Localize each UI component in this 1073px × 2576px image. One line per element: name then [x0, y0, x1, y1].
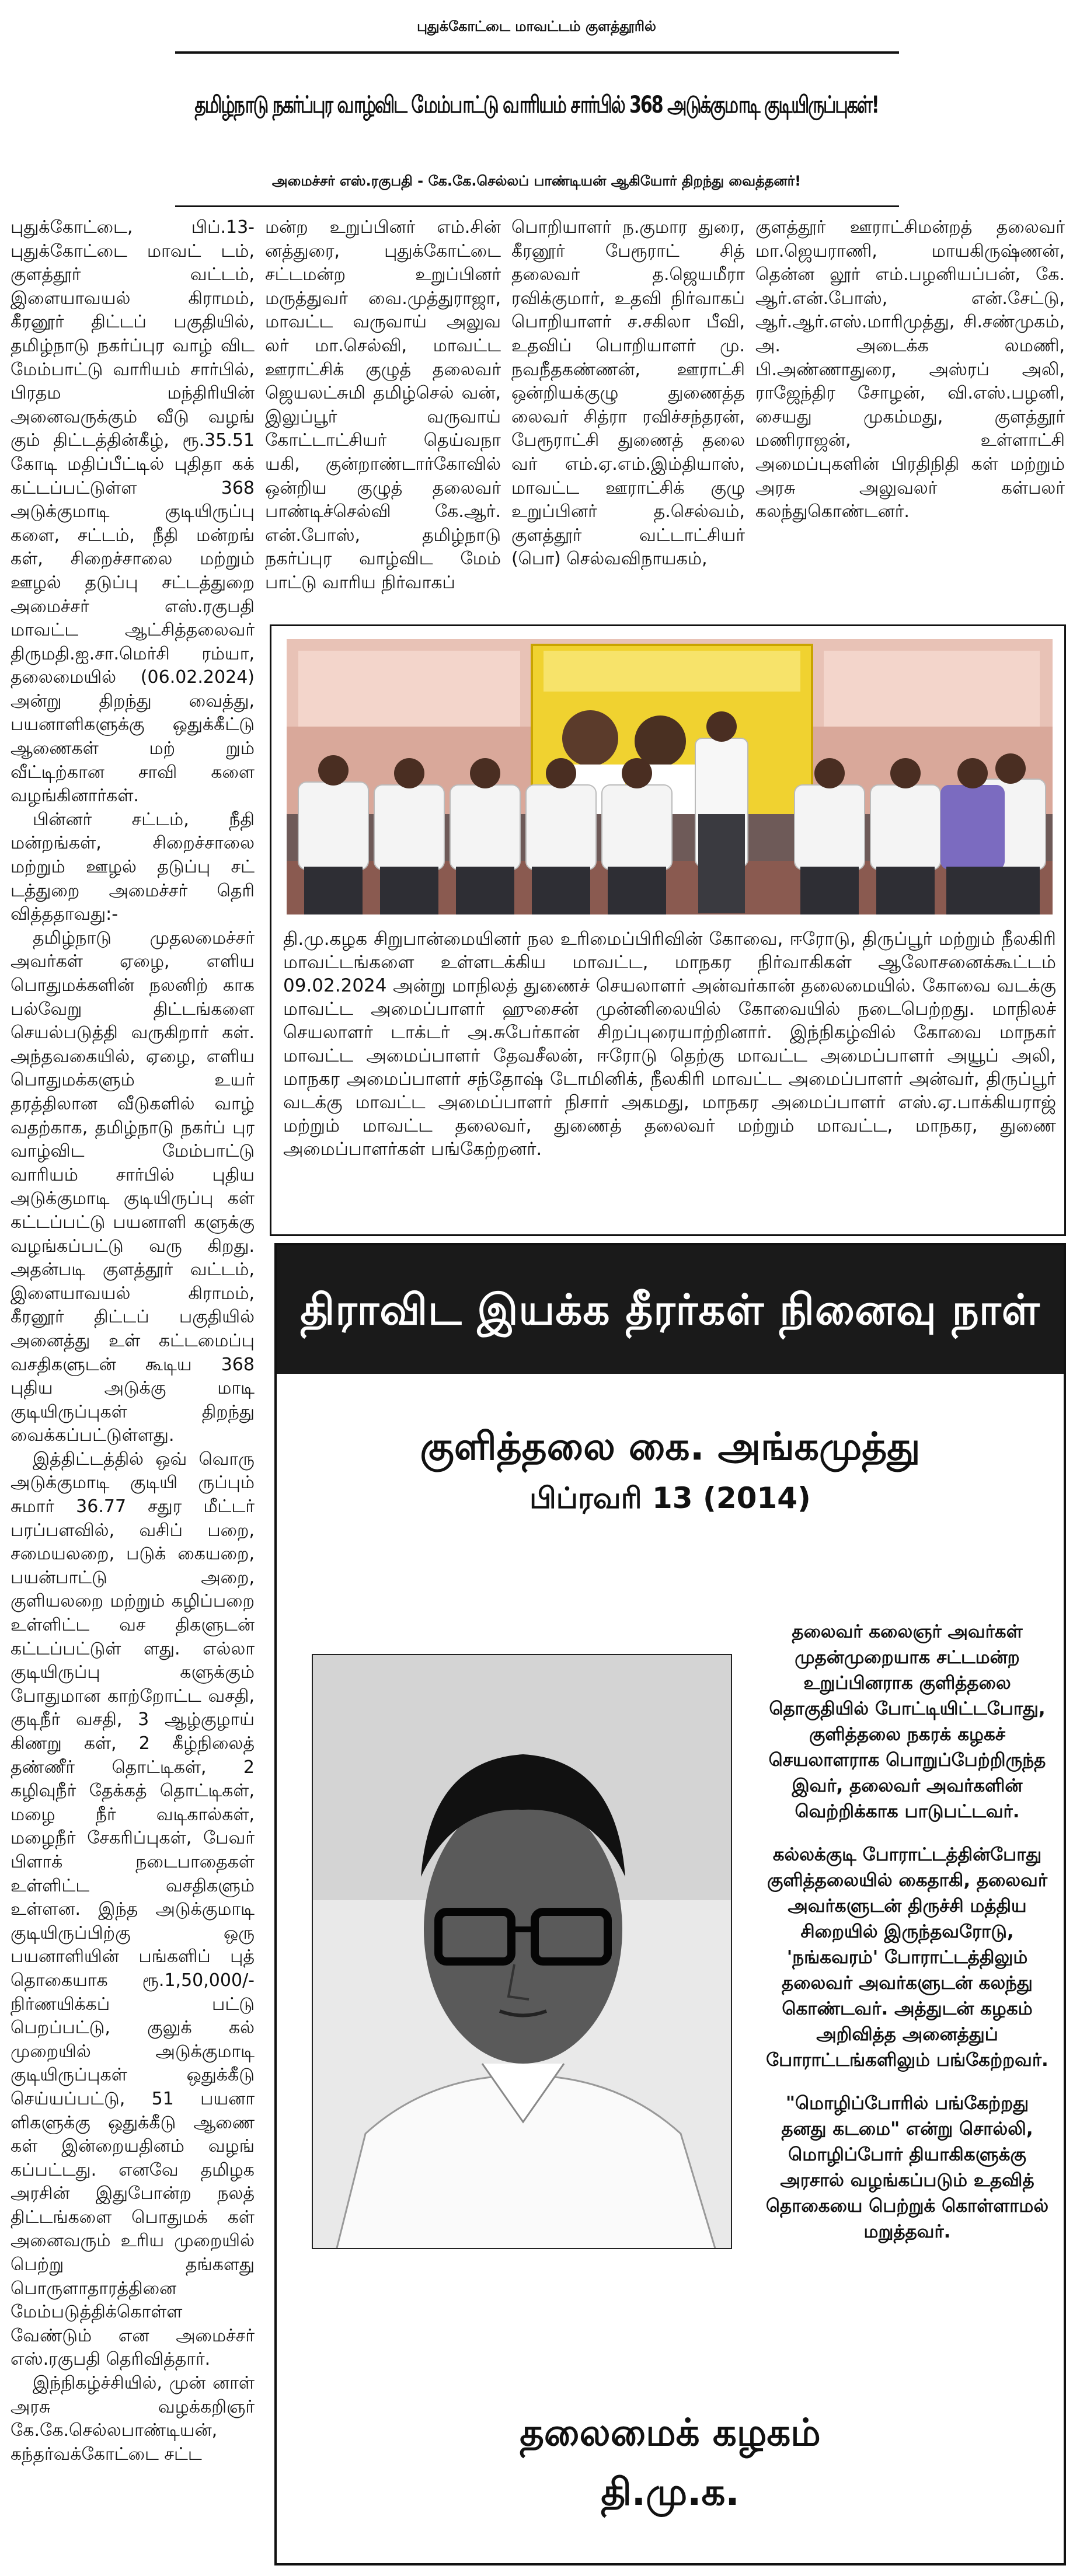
memorial-date: பிப்ரவரி 13 (2014)	[529, 1481, 811, 1515]
article-paragraph: புதுக்கோட்டை, பிப்.13- புதுக்கோட்டை மாவட் டம், குளத்தூர் வட்டம், இளையாவயல் கிராமம், கீரனூர் திட்டப் பகுதியில், தமிழ்நாடு நகர்ப்புர வாழ் விட மேம்பாட்டு வாரியம் சார்பில், பிரதம மந்திரியின் அனைவருக்கும் வீடு வழங் கும் திட்டத்தின்கீழ், ரூ.35.51 கோடி மதிப்பீட்டில் புதிதா கக் கட்டப்பட்டுள்ள 368 அடுக்குமாடி குடியிருப்பு களை, சட்டம், நீதி மன்றங் கள், சிறைச்சாலை மற்றும் ஊழல் தடுப்பு சட்டத்துறை அமைச்சர் எஸ்.ரகுபதி மாவட்ட ஆட்சித்தலைவர் திருமதி.ஐ.சா.மெர்சி ரம்யா, தலைமையில் (06.02.2024) அன்று திறந்து வைத்து, பயனாளிகளுக்கு ஒதுக்கீட்டு ஆணைகள் மற் றும் வீட்டிற்கான சாவி களை வழங்கினார்கள்.	[11, 217, 255, 807]
subhead-divider	[175, 205, 899, 207]
memorial-banner: திராவிட இயக்க தீரர்கள் நினைவு நாள்	[277, 1245, 1064, 1374]
memorial-signature-party: தி.மு.க.	[601, 2471, 740, 2514]
memorial-notice	[274, 1243, 1066, 2565]
article-column-3	[511, 216, 745, 624]
event-photo-illustration	[287, 639, 1053, 914]
article-paragraph: தமிழ்நாடு முதலமைச்சர் அவர்கள் ஏழை, எளிய பொதுமக்களின் நலனிற் காக பல்வேறு திட்டங்களை செயல்படுத்தி வருகிறார் கள். அந்தவகையில், ஏழை, எளிய பொதுமக்களும் உயர் தரத்திலான வீடுகளில் வாழ் வதற்காக, தமிழ்நாடு நகர்ப் புர வாழ்விட மேம்பாட்டு வாரியம் சார்பில் புதிய அடுக்குமாடி குடியிருப்பு கள் கட்டப்பட்டு பயனாளி களுக்கு வழங்கப்பட்டு வரு கிறது. அதன்படி குளத்தூர் வட்டம், இளையாவயல் கிராமம், கீரனூர் திட்டப் பகுதியில் அனைத்து உள் கட்டமைப்பு வசதிகளுடன் கூடிய 368 புதிய அடுக்கு மாடி குடியிருப்புகள் திறந்து வைக்கப்பட்டுள்ளது.	[11, 927, 255, 1446]
article-paragraph: குளத்தூர் ஊராட்சிமன்றத் தலைவர் மா.ஜெயராணி, மாயகிருஷ்ணன், தென்ன லூர் எம்.பழனியப்பன், கே. ஆர்.என்.போஸ், என்.சேட்டு, ஆர்.ஆர்.எஸ்.மாரிமுத்து, சி.சண்முகம், அ. அடைக்க லமணி, பி.அண்ணாதுரை, அஸ்ரப் அலி, ராஜேந்திர சோழன், வி.எஸ்.பழனி, சையது முகம்மது, குளத்தூர் மணிராஜன், உள்ளாட்சி அமைப்புகளின் பிரதிநிதி கள் மற்றும் அரசு அலுவலர் கள்பலர் கலந்துகொண்டனர்.	[755, 217, 1065, 522]
article-paragraph: இத்திட்டத்தில் ஒவ் வொரு அடுக்குமாடி குடியி ருப்பும் சுமார் 36.77 சதுர மீட்டர் பரப்பளவில், வசிப் பறை, சமையலறை, படுக் கையறை, பயன்பாட்டு அறை, குளியலறை மற்றும் கழிப்பறை உள்ளிட்ட வச திகளுடன் கட்டப்பட்டுள் ளது. எல்லா குடியிருப்பு களுக்கும் போதுமான காற்றோட்ட வசதி, குடிநீர் வசதி, 3 ஆழ்குழாய் கிணறு கள், 2 கீழ்நிலைத் தண்ணீர் தொட்டிகள், 2 கழிவுநீர் தேக்கத் தொட்டிகள், மழை நீர் வடிகால்கள், மழைநீர் சேகரிப்புகள், பேவர் பிளாக் நடைபாதைகள் உள்ளிட்ட வசதிகளும் உள்ளன. இந்த அடுக்குமாடி குடியிருப்பிற்கு ஒரு பயனாளியின் பங்களிப் புத் தொகையாக ரூ.1,50,000/- நிர்ணயிக்கப் பட்டு பெறப்பட்டு, குலுக் கல் முறையில் அடுக்குமாடி குடியிருப்புகள் ஒதுக்கீடு செய்யப்பட்டு, 51 பயனா ளிகளுக்கு ஒதுக்கீடு ஆணை கள் இன்றையதினம் வழங் கப்பட்டது. எனவே தமிழக அரசின் இதுபோன்ற நலத் திட்டங்களை பொதுமக் கள் அனைவரும் உரிய முறையில் பெற்று தங்களது பொருளாதாரத்தினை மேம்படுத்திக்கொள்ள வேண்டும் என அமைச்சர் எஸ்.ரகுபதி தெரிவித்தார்.	[11, 1448, 255, 2370]
article-paragraph: இந்நிகழ்ச்சியில், முன் னாள் அரசு வழக்கறிஞர் கே.கே.செல்லபாண்டியன், கந்தர்வக்கோட்டை சட்ட	[11, 2373, 255, 2465]
event-photo-caption: தி.மு.கழக சிறுபான்மையினர் நல உரிமைப்பிரிவின் கோவை, ஈரோடு, திருப்பூர் மற்றும் நீலகிரி மாவட்டங்களை உள்ளடக்கிய மாவட்ட, மாநகர நிர்வாகிகள் ஆலோசனைக்கூட்டம் 09.02.2024 அன்று மாநிலத் துணைச் செயலாளர் அன்வர்கான் தலைமையில். கோவை வடக்கு மாவட்ட அமைப்பாளர் ஹுசைன் முன்னிலையில் கோவையில் நடைபெற்றது. மாநிலச் செயலாளர் டாக்டர் அ.சுபேர்கான் சிறப்புரையாற்றினார். இந்நிகழ்வில் கோவை மாநகர் மாவட்ட அமைப்பாளர் தேவசீலன், ஈரோடு தெற்கு மாவட்ட அமைப்பாளர் அயூப் அலி, மாநகர அமைப்பாளர் சந்தோஷ் டோமினிக், நீலகிரி மாவட்ட அமைப்பாளர் அன்வர், திருப்பூர் வடக்கு மாவட்ட அமைப்பாளர் நிசார் அகமது, மாநகர அமைப்பாளர் எஸ்.ஏ.பாக்கியராஜ் மற்றும் மாவட்ட தலைவர், துணைத் தலைவர் மற்றும் மாவட்ட, மாநகர, துணை அமைப்பாளர்கள் பங்கேற்றனர்.	[283, 929, 1056, 1160]
article-paragraph: மன்ற உறுப்பினர் எம்.சின் னத்துரை, புதுக்கோட்டை சட்டமன்ற உறுப்பினர் மருத்துவர் வை.முத்துராஜா, மாவட்ட வருவாய் அலுவ லர் மா.செல்வி, மாவட்ட ஊராட்சிக் குழுத் தலைவர் ஜெயலட்சுமி தமிழ்செல் வன், இலுப்பூர் வருவாய் கோட்டாட்சியர் தெய்வநா யகி, குன்றாண்டார்கோவில் ஒன்றிய குழுத் தலைவர் பாண்டிச்செல்வி கே.ஆர். என்.போஸ், தமிழ்நாடு நகர்ப்புர வாழ்விட மேம் பாட்டு வாரிய நிர்வாகப்	[265, 217, 501, 593]
memorial-name: குளித்தலை கை. அங்கமுத்து	[420, 1424, 921, 1469]
article-column-2	[265, 216, 501, 624]
portrait-illustration	[313, 1655, 732, 2249]
article-column-1	[11, 216, 255, 2574]
article-paragraph: பொறியாளர் ந.குமார துரை, கீரனூர் பேரூராட் சித் தலைவர் த.ஜெயமீரா ரவிக்குமார், உதவி நிர்வாகப் பொறியாளர் ச.சகிலா பீவி, உதவிப் பொறியாளர் மு. நவநீதகண்ணன், ஊராட்சி ஒன்றியக்குழு துணைத்த லைவர் சித்ரா ரவிச்சந்தரன், பேரூராட்சி துணைத் தலை வர் எம்.ஏ.எம்.இம்தியாஸ், மாவட்ட ஊராட்சிக் குழு உறுப்பினர் த.செல்வம், குளத்தூர் வட்டாட்சியர் (பொ) செல்வவிநாயகம்,	[511, 217, 745, 570]
memorial-paragraph: "மொழிப்போரில் பங்கேற்றது தனது கடமை" என்று சொல்லி, மொழிப்போர் தியாகிகளுக்கு அரசால் வழங்கப்படும் உதவித் தொகையை பெற்றுக் கொள்ளாமல் மறுத்தவர்.	[765, 2093, 1049, 2242]
memorial-signature-office: தலைமைக் கழகம்	[520, 2411, 821, 2455]
memorial-portrait	[312, 1654, 732, 2249]
article-headline: தமிழ்நாடு நகர்ப்புர வாழ்விட மேம்பாட்டு வாரியம் சார்பில் 368 அடுக்குமாடி குடியிருப்புகள்!	[194, 91, 879, 119]
event-photo-panel	[270, 624, 1066, 1236]
article-column-4	[755, 216, 1065, 624]
article-paragraph: பின்னர் சட்டம், நீதி மன்றங்கள், சிறைச்சாலை மற்றும் ஊழல் தடுப்பு சட் டத்துறை அமைச்சர் தெரி வித்ததாவது:-	[11, 809, 255, 925]
memorial-paragraph: தலைவர் கலைஞர் அவர்கள் முதன்முறையாக சட்டமன்ற உறுப்பினராக குளித்தலை தொகுதியில் போட்டியிட்டபோது, குளித்தலை நகரக் கழகச் செயலாளராக பொறுப்பேற்றிருந்த இவர், தலைவர் அவர்களின் வெற்றிக்காக பாடுபட்டவர்.	[768, 1621, 1046, 1822]
article-kicker: புதுக்கோட்டை மாவட்டம் குளத்தூரில்	[417, 18, 656, 34]
memorial-paragraph: கல்லக்குடி போராட்டத்தின்போது குளித்தலையில் கைதாகி, தலைவர் அவர்களுடன் திருச்சி மத்திய சிறையில் இருந்தவரோடு, 'நங்கவரம்' போராட்டத்திலும் தலைவர் அவர்களுடன் கலந்து கொண்டவர். அத்துடன் கழகம் அறிவித்த அனைத்துப் போராட்டங்களிலும் பங்கேற்றவர்.	[766, 1844, 1048, 2071]
event-photo	[287, 639, 1053, 914]
memorial-text	[761, 1619, 1053, 2401]
article-subhead: அமைச்சர் எஸ்.ரகுபதி - கே.கே.செல்லப் பாண்டியன் ஆகியோர் திறந்து வைத்தனர்!	[271, 173, 802, 189]
